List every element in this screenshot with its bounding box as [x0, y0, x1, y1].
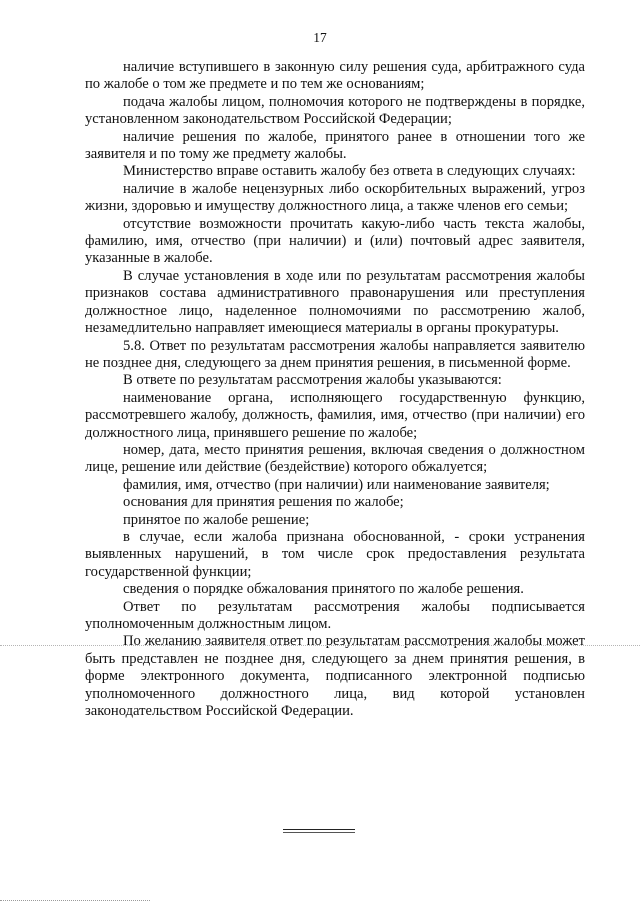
scan-artifact-line-bottom	[0, 900, 150, 901]
paragraph: наличие в жалобе нецензурных либо оскорбительных выражений, угроз жизни, здоровью и имуществу должностного лица, а также членов его семьи;	[85, 180, 585, 215]
paragraph: сведения о порядке обжалования принятого по жалобе решения.	[123, 581, 524, 598]
paragraph: в случае, если жалоба признана обоснованной, - сроки устранения выявленных нарушений, в том числе срок предоставления результата государственной функции;	[85, 528, 585, 580]
paragraph: номер, дата, место принятия решения, включая сведения о должностном лице, решение или действие (бездействие) которого обжалуется;	[85, 441, 585, 476]
paragraph: По желанию заявителя ответ по результатам рассмотрения жалобы может быть представлен не позднее дня, следующего за днем принятия решения, в форме электронного документа, подписанного электронной подписью уполномоченного должностного лица, вид которой установлен законодательством Российской Федерации.	[85, 633, 585, 720]
paragraph: подача жалобы лицом, полномочия которого не подтверждены в порядке, установленном законодательством Российской Федерации;	[85, 93, 585, 128]
paragraph: наличие вступившего в законную силу решения суда, арбитражного суда по жалобе о том же предмете и по тем же основаниям;	[85, 59, 585, 93]
page-number: 17	[313, 30, 327, 45]
paragraph: основания для принятия решения по жалобе;	[123, 494, 404, 511]
paragraph: принятое по жалобе решение;	[123, 511, 310, 528]
paragraph: 5.8. Ответ по результатам рассмотрения жалобы направляется заявителю не позднее дня, следующего за днем принятия решения, в письменной форме.	[85, 337, 585, 371]
document-body	[85, 59, 585, 720]
paragraph: Министерство вправе оставить жалобу без ответа в следующих случаях:	[123, 163, 576, 180]
paragraph: наличие решения по жалобе, принятого ранее в отношении того же заявителя и по тому же предмету жалобы.	[85, 128, 585, 163]
paragraph: В случае установления в ходе или по результатам рассмотрения жалобы признаков состава административного правонарушения или преступления должностное лицо, наделенное полномочиями по рассмотрению жалоб, незамедлительно направляет имеющиеся материалы в органы прокуратуры.	[85, 267, 585, 337]
paragraph: наименование органа, исполняющего государственную функцию, рассмотревшего жалобу, должность, фамилия, имя, отчество (при наличии) его должностного лица, принявшего решение по жалобе;	[85, 389, 585, 441]
end-of-section-rule	[283, 829, 355, 830]
paragraph: В ответе по результатам рассмотрения жалобы указываются:	[123, 372, 502, 389]
scan-artifact-line	[0, 645, 640, 646]
paragraph: фамилия, имя, отчество (при наличии) или наименование заявителя;	[123, 476, 550, 493]
paragraph: отсутствие возможности прочитать какую-либо часть текста жалобы, фамилию, имя, отчество (при наличии) и (или) почтовый адрес заявителя, указанные в жалобе.	[85, 215, 585, 267]
paragraph: Ответ по результатам рассмотрения жалобы подписывается уполномоченным должностным лицом.	[85, 598, 585, 632]
